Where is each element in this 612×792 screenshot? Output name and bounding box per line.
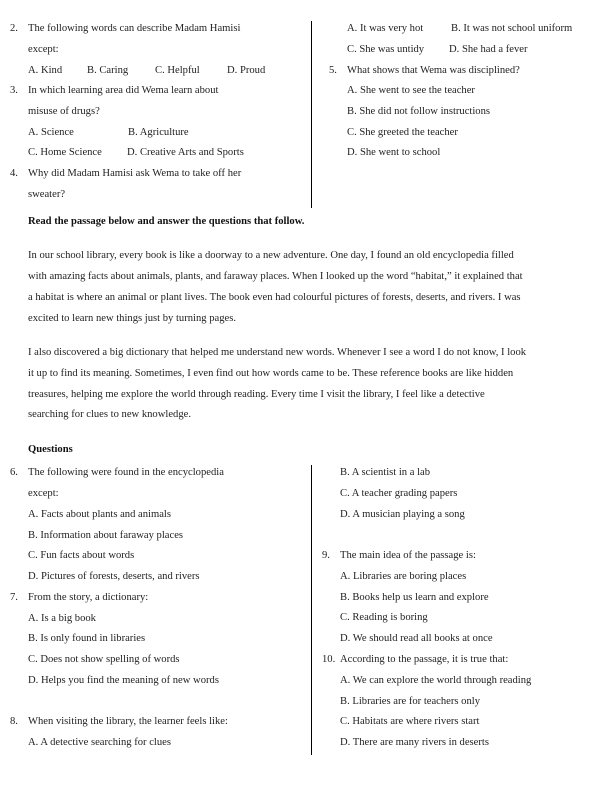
option-c: C. Home Science — [28, 147, 102, 158]
question-text-cont: except: — [28, 44, 59, 55]
question-number: 10. — [322, 654, 336, 665]
question-text: According to the passage, it is true that: — [340, 654, 509, 665]
question-text: In which learning area did Wema learn about — [28, 85, 219, 96]
option-d: D. Proud — [227, 65, 266, 76]
option-d: D. She went to school — [347, 147, 441, 158]
question-text: The following words can describe Madam Hamisi — [28, 23, 241, 34]
option-a: A. Libraries are boring places — [340, 571, 467, 582]
option-a: A. Facts about plants and animals — [28, 509, 171, 520]
passage-line: searching for clues to new knowledge. — [28, 409, 191, 420]
option-b: B. Is only found in libraries — [28, 633, 146, 644]
option-a: A. We can explore the world through reading — [340, 675, 532, 686]
option-d: D. We should read all books at once — [340, 633, 493, 644]
option-c: C. She greeted the teacher — [347, 127, 458, 138]
option-c: C. Reading is boring — [340, 612, 428, 623]
question-text: The main idea of the passage is: — [340, 550, 476, 561]
option-d: D. Creative Arts and Sports — [127, 147, 244, 158]
column-divider-bottom — [311, 465, 312, 755]
option-b: B. A scientist in a lab — [340, 467, 431, 478]
option-b: B. Agriculture — [128, 127, 189, 138]
passage-line: with amazing facts about animals, plants, and faraway places. When I looked up the word “habitat,” it explained that — [28, 271, 523, 282]
option-c: C. Does not show spelling of words — [28, 654, 180, 665]
option-d: D. Helps you find the meaning of new words — [28, 675, 219, 686]
option-b: B. Information about faraway places — [28, 530, 184, 541]
passage-instruction: Read the passage below and answer the questions that follow. — [28, 216, 305, 227]
question-text-cont: except: — [28, 488, 59, 499]
column-divider-top — [311, 21, 312, 208]
question-number: 6. — [10, 467, 18, 478]
option-c: C. Fun facts about words — [28, 550, 135, 561]
option-b: B. Books help us learn and explore — [340, 592, 489, 603]
option-c: C. She was untidy — [347, 44, 425, 55]
option-a: A. Science — [28, 127, 74, 138]
option-d: D. She had a fever — [449, 44, 528, 55]
option-a: A. It was very hot — [347, 23, 424, 34]
question-number: 2. — [10, 23, 18, 34]
question-number: 4. — [10, 168, 18, 179]
passage-line: treasures, helping me explore the world through reading. Every time I visit the library, I feel like a detective — [28, 389, 485, 400]
question-text: What shows that Wema was disciplined? — [347, 65, 520, 76]
option-d: D. There are many rivers in deserts — [340, 737, 489, 748]
passage-line: In our school library, every book is like a doorway to a new adventure. One day, I found an old encyclopedia filled — [28, 250, 514, 261]
question-text: The following were found in the encyclopedia — [28, 467, 224, 478]
question-text: From the story, a dictionary: — [28, 592, 149, 603]
question-text: When visiting the library, the learner feels like: — [28, 716, 228, 727]
question-number: 5. — [329, 65, 337, 76]
passage-line: excited to learn new things just by turning pages. — [28, 313, 237, 324]
option-b: B. Caring — [87, 65, 129, 76]
passage-line: a habitat is where an animal or plant lives. The book even had colourful pictures of forests, deserts, and rivers. I was — [28, 292, 521, 303]
passage-line: it up to find its meaning. Sometimes, I even find out how words came to be. These reference books are like hidden — [28, 368, 514, 379]
option-b: B. It was not school uniform — [451, 23, 573, 34]
option-a: A. She went to see the teacher — [347, 85, 475, 96]
question-number: 3. — [10, 85, 18, 96]
question-text: Why did Madam Hamisi ask Wema to take off her — [28, 168, 242, 179]
question-number: 8. — [10, 716, 18, 727]
option-a: A. A detective searching for clues — [28, 737, 171, 748]
passage-line: I also discovered a big dictionary that helped me understand new words. Whenever I see a word I do not know, I look — [28, 347, 527, 358]
option-b: B. She did not follow instructions — [347, 106, 491, 117]
option-a: A. Is a big book — [28, 613, 96, 624]
option-d: D. A musician playing a song — [340, 509, 465, 520]
option-a: A. Kind — [28, 65, 63, 76]
option-c: C. A teacher grading papers — [340, 488, 458, 499]
question-text-cont: misuse of drugs? — [28, 106, 100, 117]
question-text-cont: sweater? — [28, 189, 66, 200]
option-b: B. Libraries are for teachers only — [340, 696, 481, 707]
question-number: 7. — [10, 592, 18, 603]
option-d: D. Pictures of forests, deserts, and rivers — [28, 571, 200, 582]
option-c: C. Habitats are where rivers start — [340, 716, 480, 727]
question-number: 9. — [322, 550, 330, 561]
option-c: C. Helpful — [155, 65, 200, 76]
questions-heading: Questions — [28, 444, 73, 455]
